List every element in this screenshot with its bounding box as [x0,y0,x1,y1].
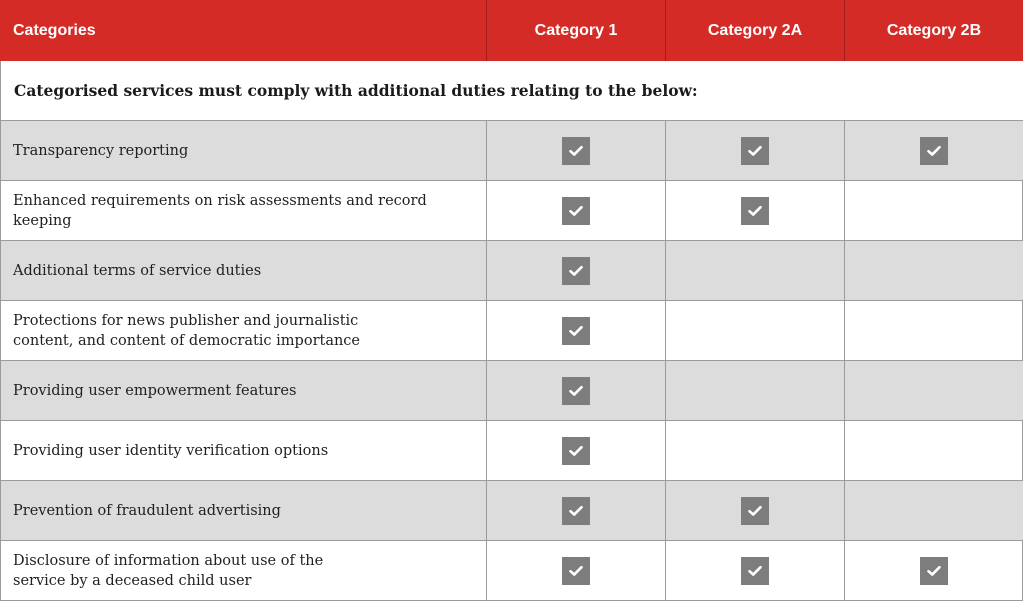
row-label-line: Protections for news publisher and journalistic [13,312,359,329]
cell-category-2b [844,481,1023,541]
row-label-line: Transparency reporting [13,142,189,159]
row-label [1,191,486,231]
cell-category-2b [844,361,1023,421]
row-label-cell [0,181,486,241]
cell-category-2a [665,361,844,421]
header-categories: Categories [0,0,486,61]
row-label-line: Enhanced requirements on risk assessments and record keeping [13,192,427,229]
row-label-line: content, and content of democratic importance [13,332,361,349]
row-label [1,501,291,521]
row-label-cell [0,421,486,481]
cell-category-2b [844,121,1023,181]
checkmark-icon [562,317,590,345]
cell-category-2a [665,181,844,241]
row-label-line: Disclosure of information about use of the [13,553,324,569]
checkmark-icon [562,497,590,525]
row-label-line: Providing user empowerment features [13,382,297,399]
row-label-cell [0,361,486,421]
intro-text: Categorised services must comply with additional duties relating to the below: [0,61,1023,121]
checkmark-icon [562,557,590,585]
row-label [1,261,271,281]
row-label-line: Additional terms of service duties [13,262,262,279]
checkmark-icon [741,557,769,585]
header-category-2b: Category 2B [844,0,1023,61]
row-label-cell [0,541,486,601]
checkmark-icon [741,137,769,165]
cell-category-2a [665,301,844,361]
row-label [1,141,198,161]
cell-category-1 [486,481,665,541]
header-category-1: Category 1 [486,0,665,61]
row-label [1,381,306,401]
row-label [1,551,333,591]
checkmark-icon [562,137,590,165]
cell-category-1 [486,121,665,181]
cell-category-1 [486,241,665,301]
row-label [1,311,370,351]
row-label-cell [0,301,486,361]
cell-category-2a [665,541,844,601]
row-label [1,441,338,461]
checkmark-icon [741,497,769,525]
checkmark-icon [741,197,769,225]
cell-category-1 [486,541,665,601]
cell-category-2a [665,481,844,541]
checkmark-icon [562,257,590,285]
cell-category-2a [665,241,844,301]
header-category-2a: Category 2A [665,0,844,61]
cell-category-2b [844,421,1023,481]
row-label-cell [0,241,486,301]
row-label-line: service by a deceased child user [13,573,252,589]
checkmark-icon [920,557,948,585]
cell-category-2a [665,421,844,481]
cell-category-2a [665,121,844,181]
row-label-cell [0,481,486,541]
row-label-line: Providing user identity verification options [13,442,329,459]
cell-category-1 [486,421,665,481]
checkmark-icon [562,377,590,405]
row-label-line: Prevention of fraudulent advertising [13,502,281,519]
cell-category-2b [844,181,1023,241]
cell-category-2b [844,241,1023,301]
cell-category-1 [486,181,665,241]
cell-category-1 [486,361,665,421]
checkmark-icon [920,137,948,165]
checkmark-icon [562,197,590,225]
cell-category-1 [486,301,665,361]
cell-category-2b [844,301,1023,361]
checkmark-icon [562,437,590,465]
row-label-cell [0,121,486,181]
cell-category-2b [844,541,1023,601]
